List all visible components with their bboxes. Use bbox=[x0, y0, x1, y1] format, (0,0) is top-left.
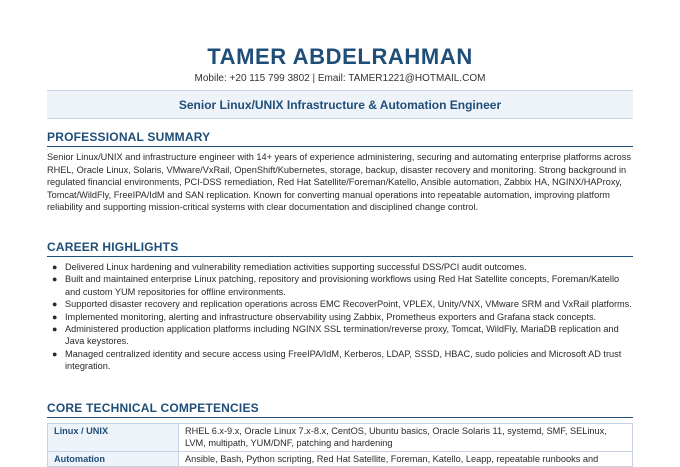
table-row bbox=[48, 424, 633, 452]
summary-section bbox=[47, 130, 633, 214]
competency-value: Ansible, Bash, Python scripting, Red Hat Satellite, Foreman, Katello, Leapp, repeatable runbooks and bbox=[179, 451, 633, 466]
competencies-table bbox=[47, 423, 633, 467]
summary-text: Senior Linux/UNIX and infrastructure engineer with 14+ years of experience administering, securing and automating enterprise platforms across RHEL, Oracle Linux, Solaris, VMware/VxRail, OpenShift/Kubernetes, storage, backup, disaster recovery and monitoring. Strong background in regulated financial environments, PCI-DSS remediation, Red Hat Satellite/Foreman/Katello, Ansible automation, Zabbix HA, NGINX/HAProxy, Tomcat/WildFly, FreeIPA/IdM and SAN replication. Known for converting manual operations into repeatable automation, improving platform reliability and supporting mission-critical systems with clear documentation and disciplined change control. bbox=[47, 152, 631, 212]
table-row bbox=[48, 451, 633, 466]
highlights-heading: CAREER HIGHLIGHTS bbox=[47, 240, 633, 257]
list-item: ● Managed centralized identity and secure access using FreeIPA/IdM, Kerberos, LDAP, SSSD, HBAC, sudo policies and Microsoft AD trust integration. bbox=[52, 348, 622, 372]
competencies-heading: CORE TECHNICAL COMPETENCIES bbox=[47, 401, 633, 418]
list-item: ● Implemented monitoring, alerting and infrastructure observability using Zabbix, Prometheus exporters and Grafana stack concepts. bbox=[52, 311, 597, 322]
summary-heading: PROFESSIONAL SUMMARY bbox=[47, 130, 633, 147]
job-title: Senior Linux/UNIX Infrastructure & Automation Engineer bbox=[178, 97, 502, 112]
bullet-icon: ● bbox=[52, 311, 58, 322]
bullet-icon: ● bbox=[52, 274, 58, 285]
list-item: ● Administered production application platforms including NGINX SSL termination/reverse proxy, Tomcat, WildFly, MariaDB replication and Java keystores. bbox=[52, 324, 619, 347]
list-item: ● Delivered Linux hardening and vulnerability remediation activities supporting successful DSS/PCI audit outcomes. bbox=[52, 262, 527, 272]
list-item: ● Built and maintained enterprise Linux patching, repository and provisioning workflows using Red Hat Satellite concepts, Foreman/Katello and custom YUM repositories for offline environments. bbox=[52, 274, 620, 297]
highlights-list bbox=[47, 261, 633, 373]
bullet-icon: ● bbox=[52, 324, 58, 335]
bullet-icon: ● bbox=[52, 299, 58, 310]
job-title-band bbox=[47, 90, 633, 119]
competency-value: RHEL 6.x-9.x, Oracle Linux 7.x-8.x, CentOS, Ubuntu basics, Oracle Solaris 11, systemd, SMF, SELinux, LVM, multipath, YUM/DNF, patching and hardening bbox=[179, 424, 633, 452]
competency-key: Automation bbox=[48, 451, 179, 466]
bullet-icon: ● bbox=[52, 262, 58, 272]
competencies-section bbox=[47, 401, 633, 467]
candidate-name: TAMER ABDELRAHMAN bbox=[207, 44, 473, 69]
competency-key: Linux / UNIX bbox=[48, 424, 179, 452]
contact-line: Mobile: +20 115 799 3802 | Email: TAMER1221@HOTMAIL.COM bbox=[194, 73, 486, 84]
list-item: ● Supported disaster recovery and replication operations across EMC RecoverPoint, VPLEX, Unity/VNX, VMware SRM and VxRail platforms. bbox=[52, 299, 632, 310]
bullet-icon: ● bbox=[52, 348, 58, 359]
highlights-section bbox=[47, 240, 633, 373]
